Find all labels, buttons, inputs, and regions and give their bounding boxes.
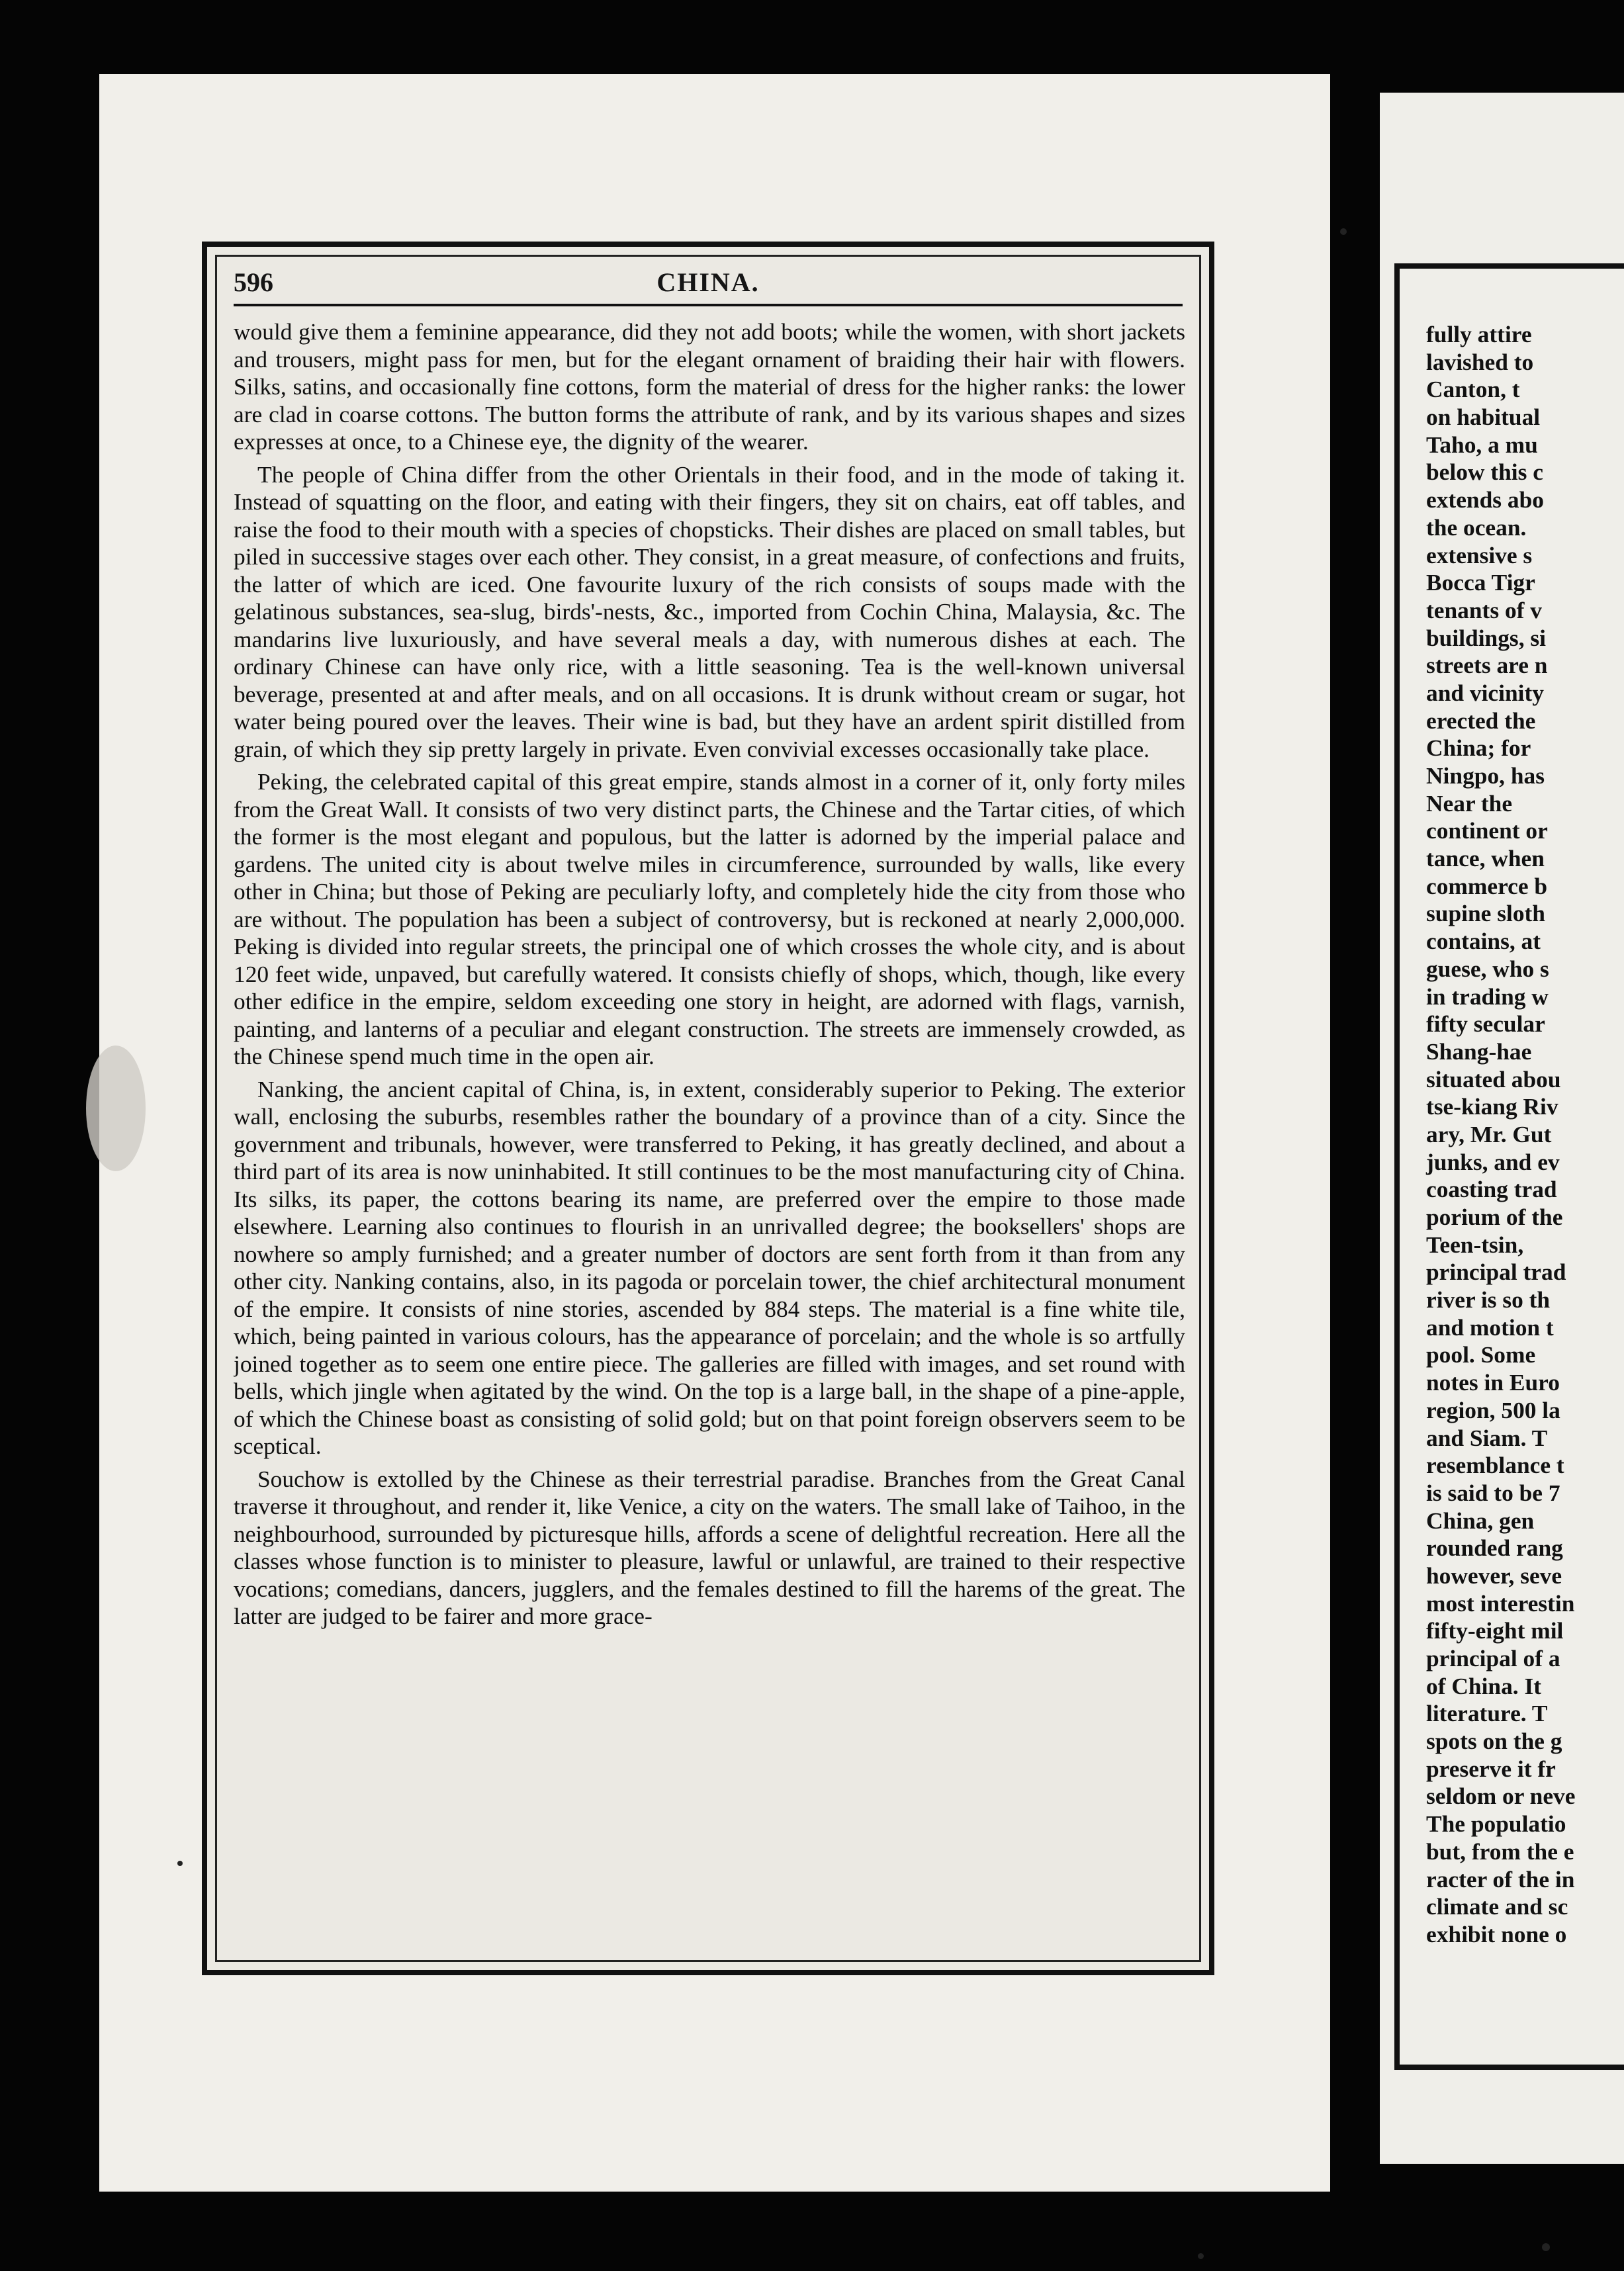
facing-page-line: Bocca Tigr bbox=[1426, 569, 1535, 596]
facing-page-line: Shang-hae bbox=[1426, 1038, 1532, 1065]
paragraph: The people of China differ from the other Orientals in their food, and in the mode of taking it. Instead of squatting on the floor, and eating with their fingers, they sit on chairs, eat off tables, and raise the food to their mouth with a species of chopsticks. Their dishes are placed on small tables, but piled in successive stages over each other. They consist, in a great measure, of confections and fruits, the latter of which are iced. One favourite luxury of the rich consists of soups made with the gelatinous substances, sea-slug, birds'-nests, &c., imported from Cochin China, Malaysia, &c. The mandarins live luxuriously, and have several meals a day, with numerous dishes at each. The ordinary Chinese can have only rice, with a little seasoning. Tea is the well-known universal beverage, presented at and after meals, and on all occasions. It is drunk without cream or sugar, hot water being poured over the leaves. Their wine is bad, but they have an ardent spirit distilled from grain, of which they sip pretty largely in private. Even convivial excesses occasionally take place. bbox=[234, 461, 1185, 762]
facing-page-line: region, 500 la bbox=[1426, 1396, 1560, 1423]
facing-page-line: most interestin bbox=[1426, 1589, 1575, 1617]
facing-page-line: porium of the bbox=[1426, 1204, 1563, 1230]
facing-page-line: spots on the g bbox=[1426, 1728, 1562, 1755]
ink-speck bbox=[1198, 2253, 1204, 2259]
paragraph: Nanking, the ancient capital of China, is, in extent, considerably superior to Peking. The exterior wall, enclosing the suburbs, resembles rather the boundary of a province than of a city. Since the government and tribunals, however, were transferred to Peking, it has greatly declined, and about a third part of its area is now uninhabited. It still continues to be the most manufacturing city of China. Its silks, its paper, the cottons bearing its name, are preferred over the empire to those made elsewhere. Learning also continues to flourish in an unrivalled degree; the booksellers' shops are nowhere so amply furnished; and a greater number of doctors are sent forth from it than from any other city. Nanking contains, also, in its pagoda or porcelain tower, the chief architectural monument of the empire. It consists of nine stories, ascended by 884 steps. The material is a fine white tile, which, being painted in various colours, has the appearance of porcelain; and the whole is so artfully joined together as to seem one entire piece. The galleries are filled with images, and set round with bells, which jingle when agitated by the wind. On the top is a large ball, in the shape of a pine-apple, of which the Chinese boast as consisting of solid gold; but on that point foreign observers seem to be sceptical. bbox=[234, 1075, 1185, 1459]
facing-page-line: on habitual bbox=[1426, 404, 1541, 431]
facing-page-line: river is so th bbox=[1426, 1286, 1551, 1314]
facing-page-line: guese, who s bbox=[1426, 955, 1549, 982]
facing-page-line: China; for bbox=[1426, 735, 1531, 762]
ink-speck bbox=[1542, 2243, 1550, 2251]
facing-page-line: is said to be 7 bbox=[1426, 1479, 1560, 1506]
facing-page-line: extensive s bbox=[1426, 541, 1533, 568]
facing-page-line: climate and sc bbox=[1426, 1893, 1568, 1920]
facing-page-line: in trading w bbox=[1426, 983, 1549, 1010]
facing-page-line: The populatio bbox=[1426, 1810, 1566, 1838]
facing-page-line: fifty secular bbox=[1426, 1010, 1545, 1038]
facing-page-line: streets are n bbox=[1426, 652, 1548, 679]
facing-page-line: coasting trad bbox=[1426, 1176, 1557, 1203]
facing-page-line: however, seve bbox=[1426, 1562, 1562, 1589]
page-stain bbox=[86, 1046, 146, 1171]
right-page-sheet bbox=[1380, 93, 1624, 2164]
facing-page-line: Taho, a mu bbox=[1426, 431, 1538, 458]
facing-page-line: contains, at bbox=[1426, 928, 1541, 955]
facing-page-line: but, from the e bbox=[1426, 1838, 1574, 1865]
facing-page-line: lavished to bbox=[1426, 348, 1534, 375]
facing-page-line: of China. It bbox=[1426, 1672, 1542, 1699]
facing-page-line: buildings, si bbox=[1426, 624, 1546, 651]
body-text bbox=[234, 318, 1185, 1950]
facing-page-line: situated abou bbox=[1426, 1065, 1561, 1092]
facing-page-line: junks, and ev bbox=[1426, 1148, 1560, 1175]
facing-page-line: Canton, t bbox=[1426, 376, 1520, 403]
facing-page-line: Near the bbox=[1426, 789, 1513, 817]
facing-page-line: preserve it fr bbox=[1426, 1755, 1556, 1782]
facing-page-line: extends abo bbox=[1426, 486, 1544, 513]
facing-page-line: the ocean. bbox=[1426, 513, 1527, 541]
facing-page-line: seldom or neve bbox=[1426, 1783, 1576, 1810]
facing-page-line: China, gen bbox=[1426, 1507, 1535, 1534]
paragraph: Peking, the celebrated capital of this great empire, stands almost in a corner of it, only forty miles from the Great Wall. It consists of two very distinct parts, the Chinese and the Tartar cities, of which the former is the most elegant and populous, but the latter is adorned by the imperial palace and gardens. The united city is about twelve miles in circumference, surrounded by walls, like every other in China; but those of Peking are peculiarly lofty, and completely hide the city from those who are without. The population has been a subject of controversy, but is reckoned at nearly 2,000,000. Peking is divided into regular streets, the principal one of which crosses the whole city, and is about 120 feet wide, unpaved, but carefully watered. It consists chiefly of shops, which, though, like every other edifice in the empire, seldom exceeding one story in height, are adorned with flags, varnish, painting, and lanterns of a peculiar and elegant construction. The streets are immensely crowded, as the Chinese spend much time in the open air. bbox=[234, 768, 1185, 1069]
page-header bbox=[234, 267, 1183, 300]
page-border bbox=[202, 242, 1214, 1975]
header-rule bbox=[234, 304, 1183, 306]
facing-page-line: continent or bbox=[1426, 817, 1548, 844]
facing-page-line: erected the bbox=[1426, 707, 1536, 734]
facing-page-line: supine sloth bbox=[1426, 900, 1545, 927]
ink-speck bbox=[177, 1861, 183, 1866]
page-number: 596 bbox=[234, 267, 273, 297]
facing-page-line: Ningpo, has bbox=[1426, 762, 1545, 789]
facing-page-line: tenants of v bbox=[1426, 596, 1542, 623]
facing-page-line: fifty-eight mil bbox=[1426, 1617, 1564, 1644]
facing-page-line: and motion t bbox=[1426, 1314, 1554, 1341]
facing-page-line: principal of a bbox=[1426, 1645, 1560, 1671]
facing-page-line: and Siam. T bbox=[1426, 1424, 1548, 1451]
facing-page-line: Teen-tsin, bbox=[1426, 1231, 1524, 1258]
facing-page-line: exhibit none o bbox=[1426, 1920, 1567, 1947]
facing-page-line: tse-kiang Riv bbox=[1426, 1093, 1558, 1120]
facing-page-line: rounded rang bbox=[1426, 1535, 1563, 1562]
facing-page-line: fully attire bbox=[1426, 321, 1532, 347]
facing-page-line: resemblance t bbox=[1426, 1452, 1564, 1479]
facing-page-line: literature. T bbox=[1426, 1700, 1548, 1727]
running-head: CHINA. bbox=[656, 267, 760, 297]
facing-page-line: principal trad bbox=[1426, 1259, 1566, 1286]
facing-page-line: and vicinity bbox=[1426, 679, 1544, 706]
facing-page-line: pool. Some bbox=[1426, 1341, 1536, 1368]
paragraph: would give them a feminine appearance, did they not add boots; while the women, with short jackets and trousers, might pass for men, but for the elegant ornament of braiding their hair with flowers. Silks, satins, and occasionally fine cottons, form the material of dress for the higher ranks: the lower are clad in coarse cottons. The button forms the attribute of rank, and by its various shapes and sizes expresses at once, to a Chinese eye, the dignity of the wearer. bbox=[234, 318, 1185, 455]
facing-page-line: notes in Euro bbox=[1426, 1369, 1560, 1396]
facing-page-line: racter of the in bbox=[1426, 1865, 1575, 1892]
paragraph: Souchow is extolled by the Chinese as their terrestrial paradise. Branches from the Great Canal traverse it throughout, and render it, like Venice, a city on the waters. The small lake of Taihoo, in the neighbourhood, surrounded by picturesque hills, affords a scene of delightful recreation. Here all the classes whose function is to minister to pleasure, lawful or unlawful, are trained to their respective vocations; comedians, dancers, jugglers, and the females destined to fill the harems of the great. The latter are judged to be fairer and more grace- bbox=[234, 1465, 1185, 1629]
facing-page-line: tance, when bbox=[1426, 845, 1545, 872]
facing-page-line: below this c bbox=[1426, 459, 1543, 486]
facing-page-line: ary, Mr. Gut bbox=[1426, 1120, 1552, 1147]
ink-speck bbox=[1340, 228, 1347, 235]
facing-page-text bbox=[1426, 321, 1624, 1949]
facing-page-line: commerce b bbox=[1426, 872, 1548, 899]
